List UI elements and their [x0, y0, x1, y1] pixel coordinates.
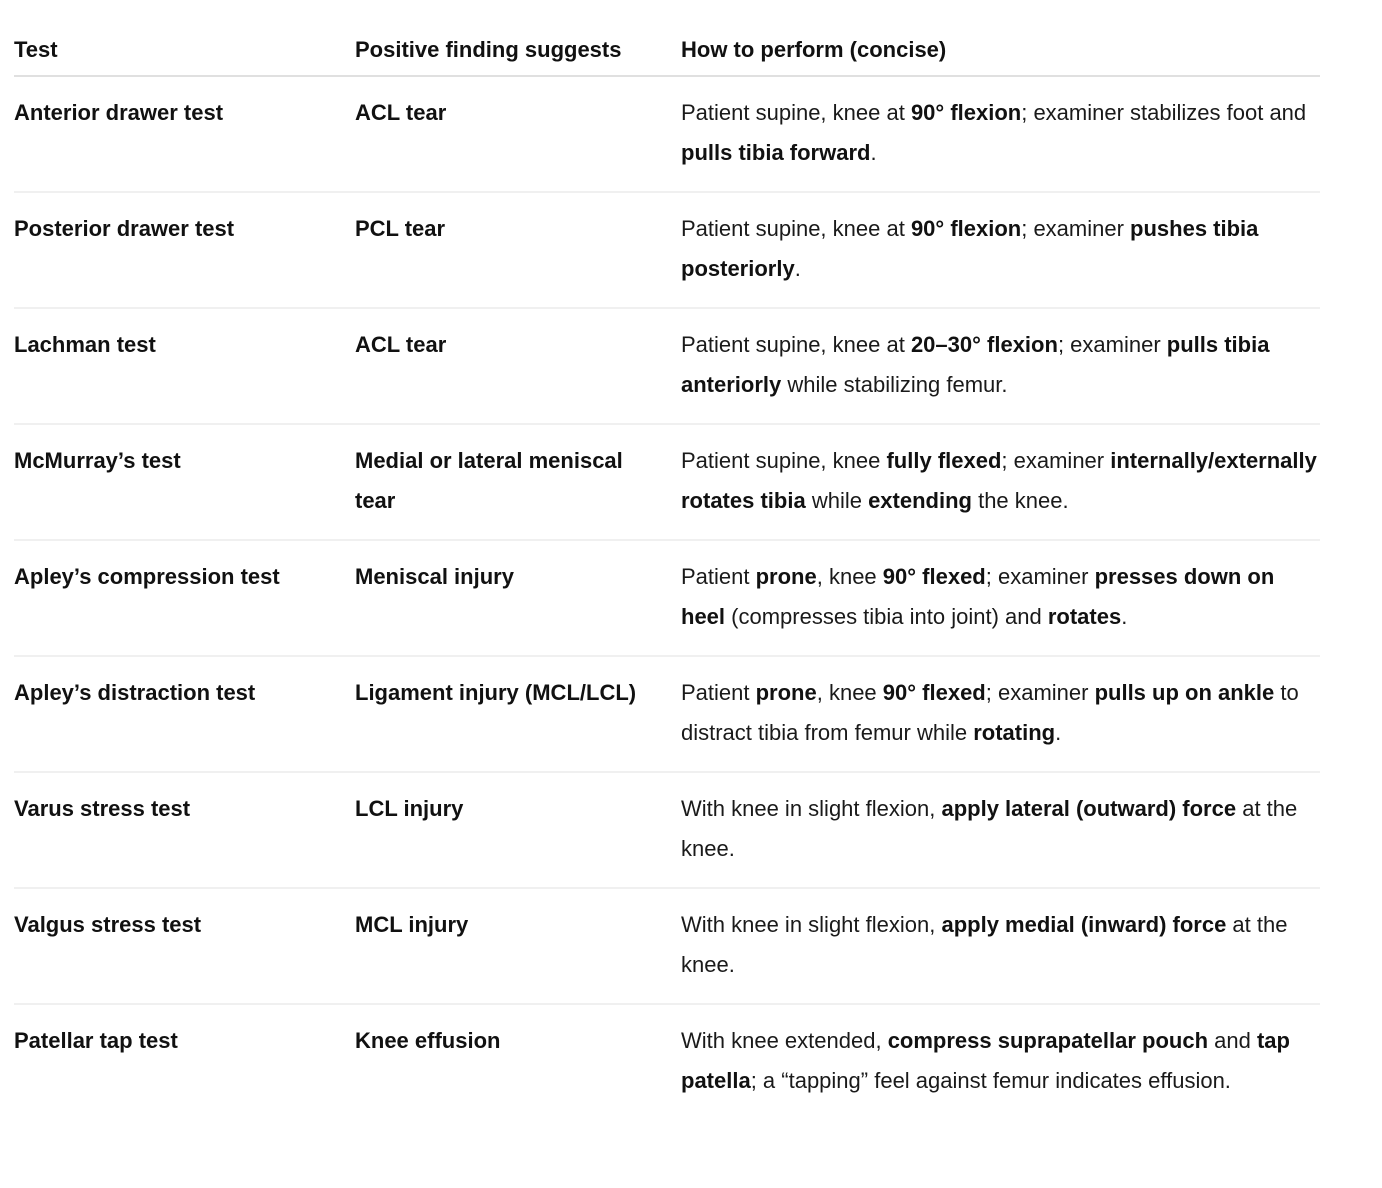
- header-how-to-perform: How to perform (concise): [681, 0, 1320, 76]
- positive-finding-cell: PCL tear: [355, 192, 681, 308]
- header-test: Test: [14, 0, 355, 76]
- emphasis-text: internally/externally rotates tibia: [681, 448, 1317, 513]
- plain-text: Patient supine, knee at: [681, 332, 911, 357]
- plain-text: Patient: [681, 680, 756, 705]
- how-to-perform-cell: [681, 308, 1320, 424]
- plain-text: to distract tibia from femur while: [681, 680, 1299, 745]
- test-name-cell: Lachman test: [14, 308, 355, 424]
- plain-text: .: [870, 140, 877, 165]
- plain-text: and: [1208, 1028, 1257, 1053]
- positive-finding-cell: ACL tear: [355, 308, 681, 424]
- emphasis-text: apply lateral (outward) force: [941, 796, 1237, 821]
- plain-text: at the knee.: [681, 912, 1288, 977]
- plain-text: the knee.: [971, 488, 1069, 513]
- plain-text: ; examiner: [1021, 216, 1131, 241]
- header-row: [14, 0, 1320, 76]
- emphasis-text: apply medial (inward) force: [941, 912, 1227, 937]
- test-name-cell: Varus stress test: [14, 772, 355, 888]
- positive-finding-cell: MCL injury: [355, 888, 681, 1004]
- how-to-perform-cell: [681, 656, 1320, 772]
- table-row: [14, 772, 1320, 888]
- test-name-cell: Valgus stress test: [14, 888, 355, 1004]
- emphasis-text: pulls tibia forward: [681, 140, 871, 165]
- emphasis-text: 90° flexed: [882, 680, 986, 705]
- how-to-perform-cell: [681, 192, 1320, 308]
- plain-text: With knee extended,: [681, 1028, 888, 1053]
- emphasis-text: pulls tibia anteriorly: [681, 332, 1270, 397]
- positive-finding-cell: ACL tear: [355, 76, 681, 192]
- plain-text: ; examiner: [1001, 448, 1111, 473]
- table-row: [14, 308, 1320, 424]
- how-to-perform-cell: [681, 888, 1320, 1004]
- emphasis-text: rotating: [973, 720, 1056, 745]
- table-row: [14, 424, 1320, 540]
- table-row: [14, 192, 1320, 308]
- emphasis-text: pulls up on ankle: [1094, 680, 1275, 705]
- table-row: [14, 540, 1320, 656]
- plain-text: Patient supine, knee at: [681, 216, 911, 241]
- plain-text: ; examiner: [1057, 332, 1167, 357]
- table-body: [14, 76, 1320, 1119]
- plain-text: With knee in slight flexion,: [681, 912, 942, 937]
- test-name-cell: Posterior drawer test: [14, 192, 355, 308]
- emphasis-text: prone: [755, 564, 817, 589]
- table-header: [14, 0, 1320, 76]
- table-row: [14, 76, 1320, 192]
- emphasis-text: prone: [755, 680, 817, 705]
- test-name-cell: McMurray’s test: [14, 424, 355, 540]
- emphasis-text: presses down on heel: [681, 564, 1275, 629]
- plain-text: Patient supine, knee at: [681, 100, 911, 125]
- test-name-cell: Apley’s compression test: [14, 540, 355, 656]
- header-positive-finding: Positive finding suggests: [355, 0, 681, 76]
- test-name-cell: Patellar tap test: [14, 1028, 178, 1053]
- how-to-perform-cell: [681, 424, 1320, 540]
- emphasis-text: fully flexed: [886, 448, 1002, 473]
- emphasis-text: pushes tibia posteriorly: [681, 216, 1259, 281]
- plain-text: while: [805, 488, 869, 513]
- plain-text: at the knee.: [681, 796, 1298, 861]
- table-row: [14, 1004, 1320, 1119]
- emphasis-text: 90° flexion: [910, 100, 1022, 125]
- table-row: [14, 888, 1320, 1004]
- emphasis-text: compress suprapatellar pouch: [887, 1028, 1209, 1053]
- plain-text: With knee in slight flexion,: [681, 796, 942, 821]
- positive-finding-cell: Medial or lateral meniscal tear: [355, 424, 681, 540]
- emphasis-text: extending: [868, 488, 972, 513]
- plain-text: ; examiner: [985, 564, 1095, 589]
- plain-text: .: [794, 256, 801, 281]
- emphasis-text: 90° flexion: [910, 216, 1022, 241]
- positive-finding-cell: Meniscal injury: [355, 540, 681, 656]
- plain-text: ; a “tapping” feel against femur indicates effusion.: [750, 1068, 1231, 1093]
- plain-text: .: [1055, 720, 1062, 745]
- test-name-cell: Anterior drawer test: [14, 76, 355, 192]
- plain-text: Patient: [681, 564, 756, 589]
- positive-finding-cell: Knee effusion: [355, 1028, 501, 1053]
- emphasis-text: 90° flexed: [882, 564, 986, 589]
- how-to-perform-cell: [681, 76, 1320, 192]
- plain-text: (compresses tibia into joint) and: [725, 604, 1048, 629]
- positive-finding-cell: LCL injury: [355, 772, 681, 888]
- plain-text: .: [1121, 604, 1128, 629]
- emphasis-text: rotates: [1047, 604, 1122, 629]
- table-row: [14, 656, 1320, 772]
- emphasis-text: 20–30° flexion: [910, 332, 1058, 357]
- test-name-cell: Apley’s distraction test: [14, 656, 355, 772]
- plain-text: while stabilizing femur.: [781, 372, 1008, 397]
- plain-text: , knee: [816, 564, 883, 589]
- knee-tests-table: [14, 0, 1320, 1119]
- plain-text: , knee: [816, 680, 883, 705]
- how-to-perform-cell: [681, 772, 1320, 888]
- how-to-perform-cell: [681, 1004, 1320, 1119]
- how-to-perform-cell: [681, 540, 1320, 656]
- knee-tests-table-container: [14, 0, 1320, 1119]
- emphasis-text: tap patella: [681, 1028, 1290, 1093]
- plain-text: Patient supine, knee: [681, 448, 887, 473]
- plain-text: ; examiner stabilizes foot and: [1021, 100, 1307, 125]
- positive-finding-cell: Ligament injury (MCL/LCL): [355, 656, 681, 772]
- plain-text: ; examiner: [985, 680, 1095, 705]
